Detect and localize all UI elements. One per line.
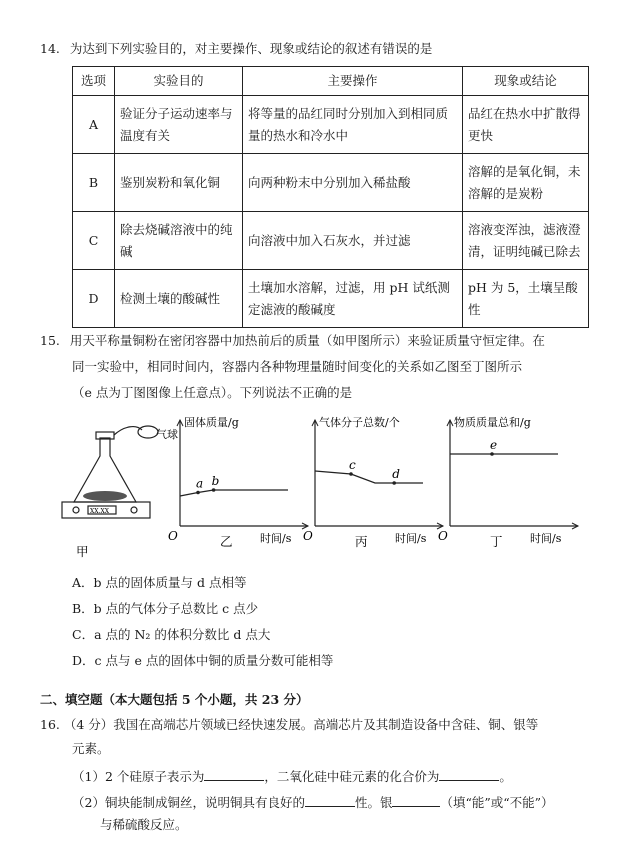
balloon-label: 气球 (156, 428, 178, 441)
q15-line-1 (40, 332, 545, 350)
q15-text-2: 同一实验中，相同时间内，容器内各种物理量随时间变化的关系如乙图至丁图所示 (72, 359, 523, 374)
header-operation: 主要操作 (243, 67, 463, 96)
point-label: d (392, 467, 400, 481)
row-operation: 土壤加水溶解，过滤，用 pH 试纸测定滤液的酸碱度 (243, 270, 463, 328)
q16-sub1-text-a: （1）2 个硅原子表示为 (72, 769, 205, 784)
row-result: 溶解的是氧化铜，未溶解的是炭粉 (463, 154, 589, 212)
chart-ding (438, 416, 578, 549)
x-axis-label: 时间/s (260, 532, 292, 545)
q14-stem-line (40, 40, 432, 58)
q16-sub2-text-d: 与稀硫酸反应。 (100, 817, 188, 832)
row-option: C (73, 212, 115, 270)
y-axis-label: 气体分子总数/个 (319, 416, 400, 429)
balance-button-icon (131, 507, 137, 513)
header-result: 现象或结论 (463, 67, 589, 96)
q16-sub2-text-b: 性。银 (354, 795, 393, 810)
chart-caption: 乙 (220, 534, 233, 549)
table-row (73, 270, 589, 328)
table-row (73, 154, 589, 212)
balloon-icon (138, 426, 158, 438)
q15-option-a: A．b 点的固体质量与 d 点相等 (72, 575, 247, 590)
row-goal: 检测土壤的酸碱性 (115, 270, 243, 328)
q16-number: 16. (40, 717, 60, 732)
origin-label: O (438, 529, 448, 543)
answer-blank[interactable] (439, 766, 499, 781)
data-point (212, 488, 216, 492)
y-axis-label: 固体质量/g (184, 416, 239, 429)
q16-sub2-text-c: （填“能”或“不能”） (440, 795, 554, 810)
row-result: 溶液变浑浊，滤液澄清，证明纯碱已除去 (463, 212, 589, 270)
q16-sub1-text-b: ，二氧化硅中硅元素的化合价为 (264, 769, 440, 784)
data-point (349, 472, 353, 476)
q16-sub-1 (72, 766, 512, 786)
row-goal: 除去烧碱溶液中的纯碱 (115, 212, 243, 270)
row-option: B (73, 154, 115, 212)
q15-option-d: D．c 点与 e 点的固体中铜的质量分数可能相等 (72, 653, 334, 668)
data-point (490, 452, 494, 456)
data-point (392, 481, 396, 485)
x-axis-label: 时间/s (530, 532, 562, 545)
figure-jia-apparatus (62, 426, 158, 518)
row-option: D (73, 270, 115, 328)
copper-powder-icon (83, 491, 127, 501)
q14-number: 14. (40, 41, 60, 56)
origin-label: O (303, 529, 313, 543)
header-goal: 实验目的 (115, 67, 243, 96)
point-label: b (211, 474, 220, 488)
chart-bing (303, 416, 443, 549)
q15-option-c: C．a 点的 N₂ 的体积分数比 d 点大 (72, 627, 271, 642)
scale-display-text: XX.XX (90, 508, 109, 515)
series-line (315, 471, 423, 483)
answer-blank[interactable] (392, 792, 440, 807)
row-operation: 将等量的品红同时分别加入到相同质量的热水和冷水中 (243, 96, 463, 154)
row-goal: 验证分子运动速率与温度有关 (115, 96, 243, 154)
row-goal: 鉴别炭粉和氧化铜 (115, 154, 243, 212)
q15-number: 15. (40, 333, 60, 348)
q14-stem: 为达到下列实验目的，对主要操作、现象或结论的叙述有错误的是 (69, 41, 433, 56)
q16-line-1 (40, 716, 538, 734)
q16-sub2-text-a: （2）铜块能制成铜丝，说明铜具有良好的 (72, 795, 305, 810)
section-2-title: 二、填空题（本大题包括 5 个小题，共 23 分） (40, 692, 309, 707)
row-operation: 向溶液中加入石灰水，并过滤 (243, 212, 463, 270)
answer-blank[interactable] (305, 792, 355, 807)
q15-text-3: （e 点为丁图图像上任意点）。下列说法不正确的是 (72, 385, 353, 400)
point-label: c (349, 458, 356, 472)
q16-sub1-text-c: 。 (499, 769, 512, 784)
row-operation: 向两种粉末中分别加入稀盐酸 (243, 154, 463, 212)
origin-label: O (168, 529, 178, 543)
q15-text-1: 用天平称量铜粉在密闭容器中加热前后的质量（如甲图所示）来验证质量守恒定律。在 (69, 333, 545, 348)
q15-figures (40, 416, 600, 566)
q16-text-1: （4 分）我国在高端芯片领域已经快速发展。高端芯片及其制造设备中含硅、铜、银等 (63, 717, 539, 732)
figure-jia-caption: 甲 (76, 544, 89, 559)
q15-option-b: B．b 点的气体分子总数比 c 点少 (72, 601, 259, 616)
q16-text-2: 元素。 (72, 741, 110, 756)
header-option: 选项 (73, 67, 115, 96)
answer-blank[interactable] (204, 766, 264, 781)
row-result: 品红在热水中扩散得更快 (463, 96, 589, 154)
table-row (73, 96, 589, 154)
y-axis-label: 物质质量总和/g (454, 416, 531, 429)
chart-caption: 丙 (355, 534, 368, 549)
point-label: e (490, 438, 498, 452)
chart-caption: 丁 (490, 534, 503, 549)
row-option: A (73, 96, 115, 154)
row-result: pH 为 5，土壤呈酸性 (463, 270, 589, 328)
point-label: a (196, 476, 204, 491)
x-axis-label: 时间/s (395, 532, 427, 545)
series-line (180, 490, 288, 496)
table-header-row (73, 67, 589, 96)
data-point (196, 491, 200, 495)
table-row (73, 212, 589, 270)
q16-sub-2 (72, 792, 554, 812)
q14-table (72, 66, 589, 328)
chart-yi (168, 416, 308, 549)
balance-button-icon (73, 507, 79, 513)
